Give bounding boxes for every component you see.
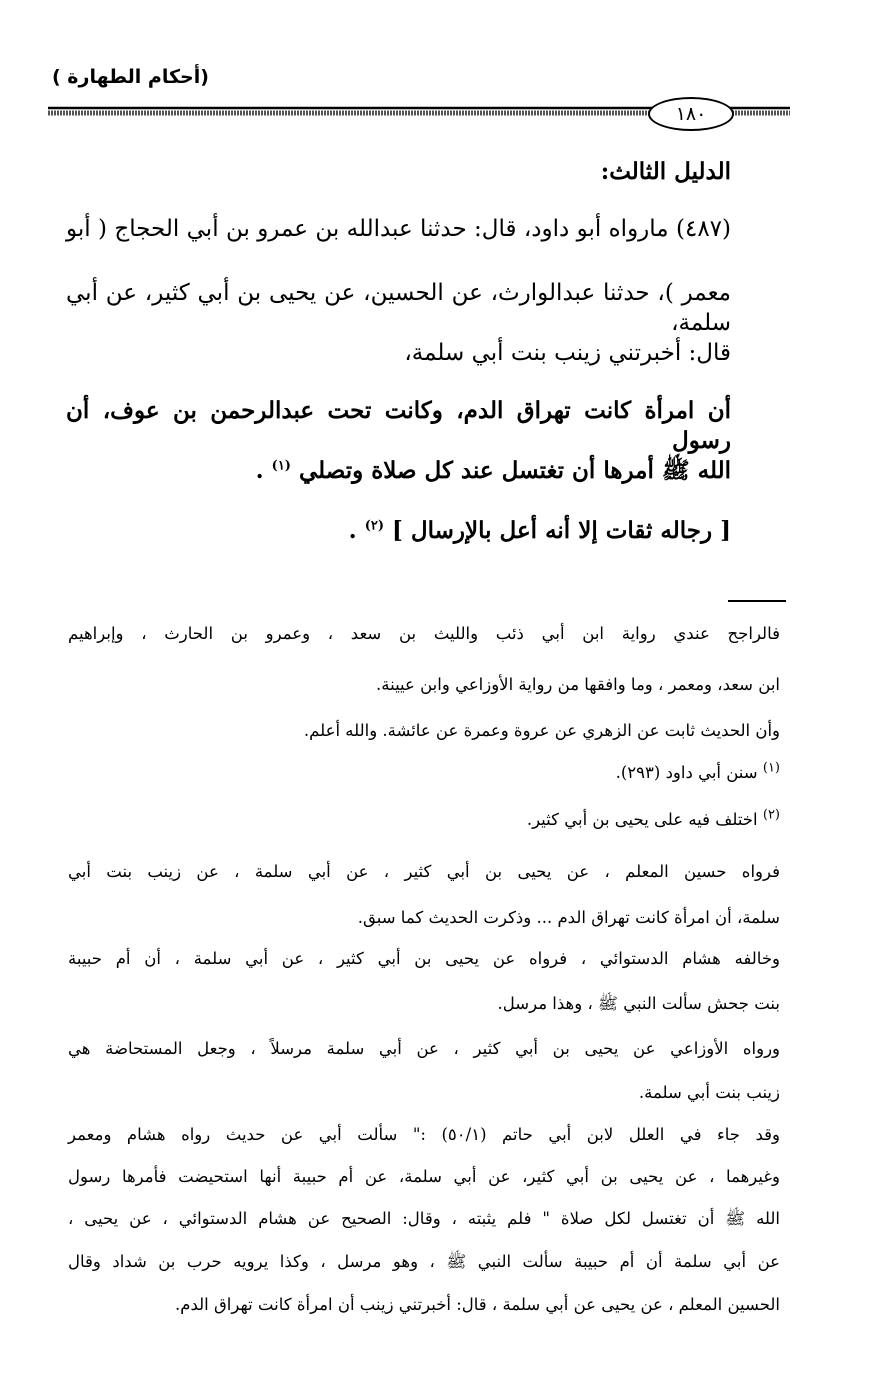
footnote-text: وغيرهما ، عن يحيى بن أبي كثير، عن أبي سلمة، عن أم حبيبة أنها استحيضت فأمرها رسول (68, 1167, 780, 1186)
footnote-text: بنت جحش سألت النبي ﷺ ، وهذا مرسل. (497, 994, 780, 1013)
footnote-text: وخالفه هشام الدستوائي ، فرواه عن يحيى بن أبي كثير ، عن أبي سلمة ، أن أم حبيبة (68, 949, 780, 968)
footnote-text: عن أبي سلمة أن أم حبيبة سألت النبي ﷺ ، وهو مرسل ، وكذا يرويه حرب بن شداد وقال (68, 1252, 780, 1271)
page-number-text: ١٨٠ (675, 103, 707, 125)
footnote-2: $^{(٢)}$ اختلف فيه على يحيى بن أبي كثير. (526, 807, 780, 829)
page-number (648, 97, 734, 131)
matn-line-2: الله ﷺ أمرها أن تغتسل عند كل صلاة وتصلي $^{(١)}$ . (255, 457, 731, 484)
footnote-text: فالراجح عندي رواية ابن أبي ذئب والليث بن سعد ، وعمرو بن الحارث ، وإبراهيم (68, 624, 780, 643)
footnote-ref-1: (١) (271, 458, 291, 474)
footnote-text: الله ﷺ أن تغتسل لكل صلاة " فلم يثبته ، وقال: الصحيح عن هشام الدستوائي ، عن يحيى ، (68, 1209, 780, 1228)
hadith-number: (٤٨٧) (675, 216, 732, 242)
footnote-text: الحسين المعلم ، عن يحيى عن أبي سلمة ، قال: أخبرتني زينب أن امرأة كانت تهراق الدم. (175, 1295, 780, 1314)
footnote-marker-1: (١) (762, 760, 780, 776)
footnote-text: وقد جاء في العلل لابن أبي حاتم (٥٠/١) :" سألت أبي عن حديث رواه هشام ومعمر (68, 1125, 780, 1144)
footnote-text: زينب بنت أبي سلمة. (638, 1083, 780, 1102)
footnote-1: $^{(١)}$ سنن أبي داود (٢٩٣). (615, 760, 780, 782)
grading-line: [ رجاله ثقات إلا أنه أعل بالإرسال ] $^{(٢)}$ . (348, 517, 731, 544)
footnote-divider (728, 600, 786, 602)
footnote-text: سلمة، أن امرأة كانت تهراق الدم ... وذكرت الحديث كما سبق. (357, 908, 780, 927)
section-heading: الدليل الثالث: (600, 158, 731, 185)
footnote-marker-2: (٢) (762, 807, 780, 823)
footnote-text: ورواه الأوزاعي عن يحيى بن أبي كثير ، عن أبي سلمة مرسلاً ، وجعل المستحاضة هي (68, 1039, 780, 1058)
running-header-title: (أحكام الطهارة ) (52, 66, 209, 88)
isnad-line-1: (٤٨٧) مارواه أبو داود، قال: حدثنا عبدالله بن عمرو بن أبي الحجاج ( أبو (66, 216, 732, 242)
matn-line-1: أن امرأة كانت تهراق الدم، وكانت تحت عبدالرحمن بن عوف، أن رسول (66, 397, 731, 454)
footnote-text: فرواه حسين المعلم ، عن يحيى بن أبي كثير ، عن أبي سلمة ، عن زينب بنت أبي (68, 862, 780, 881)
footnote-ref-2: (٢) (364, 518, 384, 534)
footnote-text: وأن الحديث ثابت عن الزهري عن عروة وعمرة عن عائشة. والله أعلم. (303, 721, 780, 740)
isnad-line-2: معمر )، حدثنا عبدالوارث، عن الحسين، عن يحيى بن أبي كثير، عن أبي سلمة، (66, 280, 731, 336)
isnad-line-3: قال: أخبرتني زينب بنت أبي سلمة، (404, 340, 731, 366)
footnote-text: ابن سعد، ومعمر ، وما وافقها من رواية الأوزاعي وابن عيينة. (376, 675, 780, 694)
